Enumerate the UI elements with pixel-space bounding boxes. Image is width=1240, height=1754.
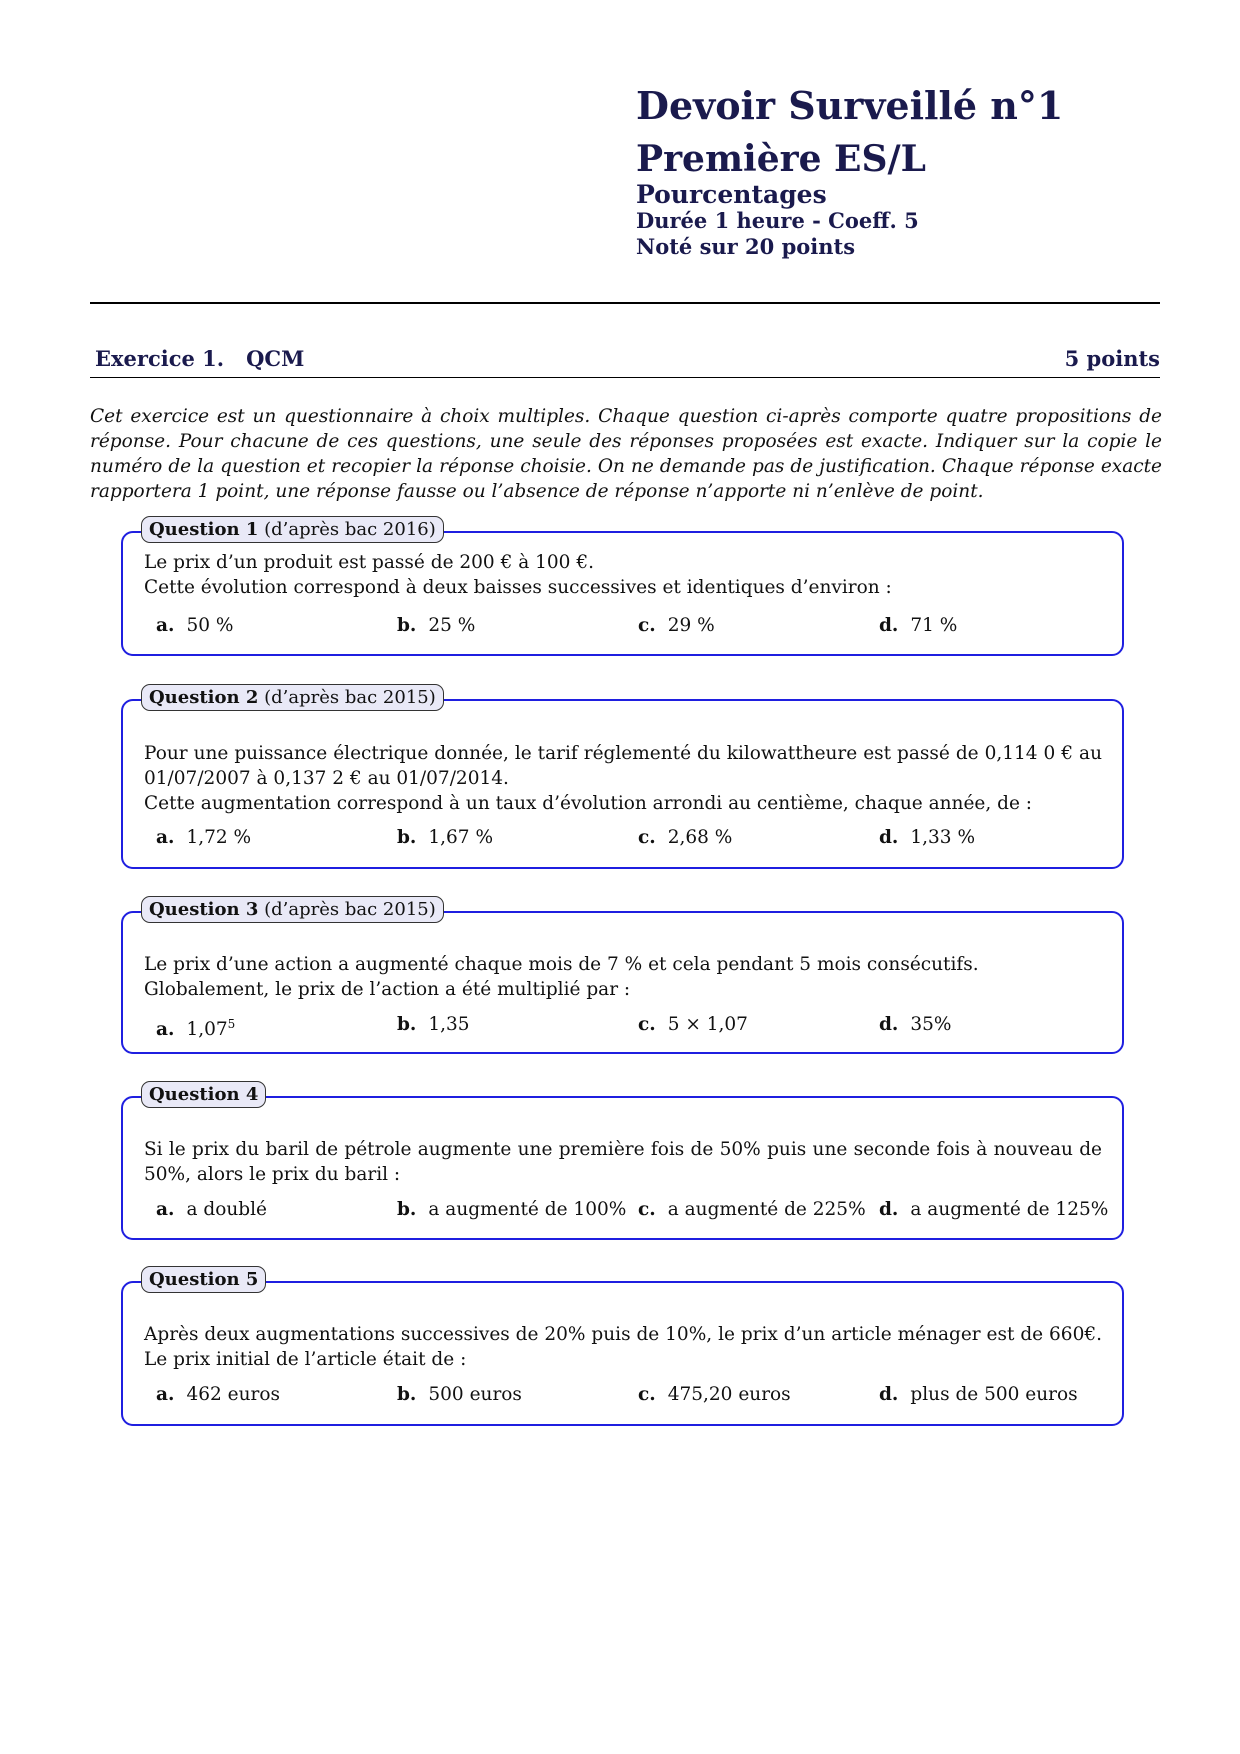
- option-d: d. 35%: [879, 1014, 952, 1035]
- question-box-4: [121, 1084, 1124, 1240]
- option-b: b. 500 euros: [397, 1384, 522, 1405]
- option-a: a. 1,72 %: [156, 827, 252, 848]
- question-text: Le prix d’une action a augmenté chaque mois de 7 % et cela pendant 5 mois consécutifs. Globalement, le prix de l’action a été multiplié par :: [144, 954, 979, 1000]
- option-a: a. 462 euros: [156, 1384, 280, 1405]
- exercise-title: [95, 346, 304, 371]
- option-a: a. 50 %: [156, 615, 234, 636]
- class-level: Première ES/L: [636, 138, 926, 180]
- option-a-exponent: 5: [227, 1017, 236, 1031]
- duration-coeff: Durée 1 heure - Coeff. 5: [636, 208, 919, 233]
- option-a: a. 1,07$^5$: [156, 1017, 236, 1040]
- option-b: b. a augmenté de 100%: [397, 1199, 627, 1220]
- exercise-name: QCM: [246, 346, 305, 371]
- option-b: b. 1,67 %: [397, 827, 494, 848]
- question-text: Le prix d’un produit est passé de 200 € à 100 €. Cette évolution correspond à deux baisses successives et identiques d’environ :: [144, 552, 892, 598]
- option-c: c. a augmenté de 225%: [638, 1199, 866, 1220]
- option-c: c. 5 × 1,07: [638, 1014, 748, 1035]
- option-c: c. 475,20 euros: [638, 1384, 791, 1405]
- document-title: Devoir Surveillé n°1: [636, 83, 1064, 128]
- header-divider: [90, 302, 1160, 304]
- option-d: d. 71 %: [879, 615, 958, 636]
- question-box-2: [121, 687, 1124, 869]
- question-label: Question 1 (d’après bac 2016): [141, 516, 444, 543]
- option-d: d. a augmenté de 125%: [879, 1199, 1109, 1220]
- question-box-3: [121, 899, 1124, 1054]
- question-label: Question 2 (d’après bac 2015): [141, 684, 444, 711]
- question-label: Question 5: [141, 1266, 266, 1293]
- question-label: Question 4: [141, 1081, 266, 1108]
- exercise-points: 5 points: [1064, 346, 1160, 371]
- question-box-5: [121, 1269, 1124, 1426]
- option-d: d. plus de 500 euros: [879, 1384, 1078, 1405]
- question-text: Après deux augmentations successives de 20% puis de 10%, le prix d’un article ménager est de 660€. Le prix initial de l’article était de :: [144, 1324, 1102, 1370]
- document-header: [636, 80, 1063, 260]
- option-a: a. a doublé: [156, 1199, 267, 1220]
- topic: Pourcentages: [636, 180, 827, 209]
- option-c: c. 2,68 %: [638, 827, 733, 848]
- question-box-1: [121, 519, 1124, 656]
- option-b: b. 1,35: [397, 1014, 470, 1035]
- exercise-instructions: Cet exercice est un questionnaire à choix multiples. Chaque question ci-après comporte quatre propositions de réponse. Pour chacune de ces questions, une seule des réponses proposées est exacte. Indiquer sur la copie le numéro de la question et recopier la réponse choisie. On ne demande pas de justification. Chaque réponse exacte rapportera 1 point, une réponse fausse ou l’absence de réponse n’apporte ni n’enlève de point.: [90, 406, 1162, 502]
- grading: Noté sur 20 points: [636, 234, 856, 259]
- question-text: Pour une puissance électrique donnée, le tarif réglementé du kilowattheure est passé de 0,114 0 € au 01/07/2007 à 0,137 2 € au 01/07/2014. Cette augmentation correspond à un taux d’évolution arrondi au centième, chaque année, de :: [144, 743, 1102, 814]
- option-d: d. 1,33 %: [879, 827, 976, 848]
- question-label: Question 3 (d’après bac 2015): [141, 896, 444, 923]
- exercise-label: Exercice 1.: [95, 346, 225, 371]
- option-c: c. 29 %: [638, 615, 715, 636]
- option-b: b. 25 %: [397, 615, 476, 636]
- question-text: Si le prix du baril de pétrole augmente une première fois de 50% puis une seconde fois à nouveau de 50%, alors le prix du baril :: [144, 1139, 1102, 1185]
- exercise-divider: [90, 377, 1160, 378]
